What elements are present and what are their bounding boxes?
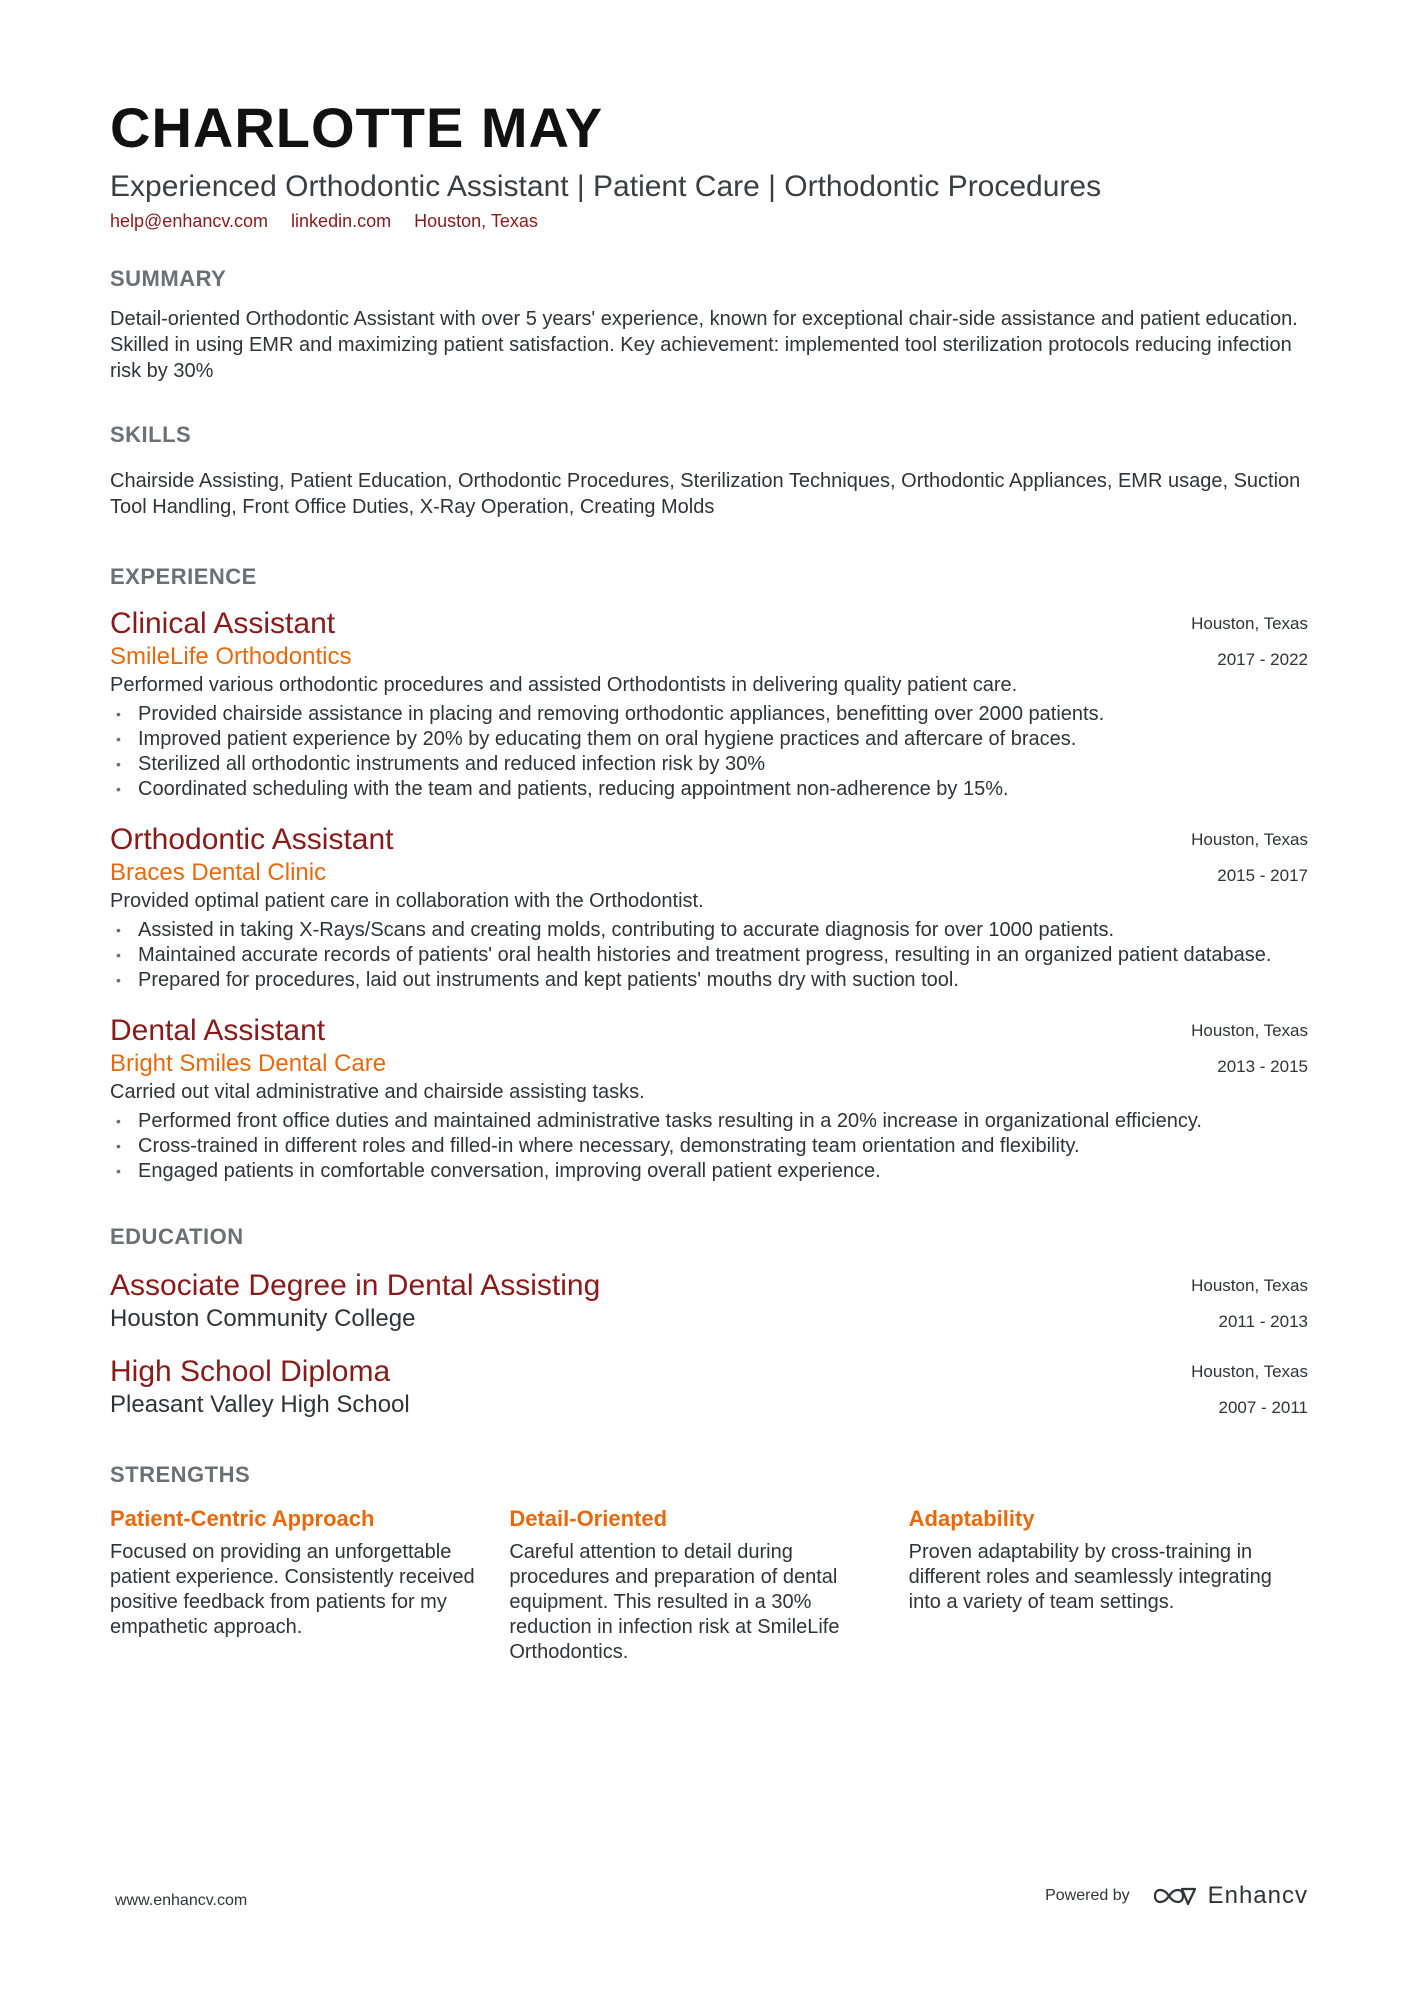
bullet-item: • Improved patient experience by 20% by educating them on oral hygiene practices and aftercare of braces. — [110, 727, 1308, 752]
entry-meta — [1191, 822, 1308, 894]
entry-location: Houston, Texas — [1191, 829, 1308, 849]
candidate-headline: Experienced Orthodontic Assistant | Patient Care | Orthodontic Procedures — [110, 170, 1102, 203]
entry-dates: 2017 - 2022 — [1217, 649, 1308, 669]
education-entry — [110, 1268, 1308, 1334]
entry-meta — [1191, 1013, 1308, 1085]
contact-info — [110, 211, 1308, 232]
bullet-item: • Cross-trained in different roles and filled-in where necessary, demonstrating team orientation and flexibility. — [110, 1134, 1308, 1159]
contact-linkedin[interactable]: linkedin.com — [291, 210, 392, 231]
skills-title: SKILLS — [110, 421, 192, 447]
footer-website[interactable]: www.enhancv.com — [115, 1892, 248, 1909]
entry-degree: Associate Degree in Dental Assisting — [110, 1268, 601, 1302]
bullet-item: • Coordinated scheduling with the team and patients, reducing appointment non-adherence by 15%. — [110, 777, 1308, 802]
experience-entry — [110, 606, 1308, 802]
enhancv-logo-icon — [1152, 1883, 1198, 1909]
bullet-item: • Prepared for procedures, laid out instruments and kept patients' mouths dry with suction tool. — [110, 968, 1308, 993]
entry-bullets — [110, 702, 1308, 802]
entry-role: Orthodontic Assistant — [110, 822, 394, 856]
entry-school: Houston Community College — [110, 1304, 416, 1332]
entry-role: Dental Assistant — [110, 1013, 326, 1047]
strengths-section — [110, 1462, 1308, 1665]
contact-email[interactable]: help@enhancv.com — [110, 210, 269, 231]
strength-item — [909, 1504, 1308, 1665]
entry-location: Houston, Texas — [1191, 1361, 1308, 1381]
footer-branding[interactable] — [1045, 1882, 1308, 1910]
entry-meta — [1191, 1354, 1308, 1426]
entry-company: Bright Smiles Dental Care — [110, 1049, 387, 1077]
entry-role: Clinical Assistant — [110, 606, 336, 640]
strength-title: Detail-Oriented — [509, 1505, 668, 1531]
skills-section — [110, 422, 1308, 520]
entry-meta — [1191, 606, 1308, 678]
bullet-item: • Engaged patients in comfortable conversation, improving overall patient experience. — [110, 1159, 1308, 1184]
experience-entry — [110, 1013, 1308, 1184]
entry-dates: 2007 - 2011 — [1218, 1397, 1308, 1417]
entry-company: SmileLife Orthodontics — [110, 642, 352, 670]
contact-location: Houston, Texas — [414, 210, 538, 231]
experience-entry — [110, 822, 1308, 993]
education-title: EDUCATION — [110, 1223, 244, 1249]
strengths-grid — [110, 1504, 1308, 1665]
entry-company: Braces Dental Clinic — [110, 858, 327, 886]
entry-description: Provided optimal patient care in collaboration with the Orthodontist. — [110, 889, 704, 912]
entry-meta — [1191, 1268, 1308, 1340]
experience-title: EXPERIENCE — [110, 563, 257, 589]
bullet-item: • Maintained accurate records of patients' oral health histories and treatment progress, resulting in an organized patient database. — [110, 943, 1308, 968]
strength-item — [110, 1504, 509, 1665]
education-section — [110, 1224, 1308, 1420]
bullet-item: • Provided chairside assistance in placing and removing orthodontic appliances, benefitting over 2000 patients. — [110, 702, 1308, 727]
resume-header — [110, 96, 1308, 232]
strength-text: Focused on providing an unforgettable patient experience. Consistently received positive feedback from patients for my empathetic approach. — [110, 1540, 475, 1638]
strength-item — [509, 1504, 908, 1665]
entry-description: Carried out vital administrative and chairside assisting tasks. — [110, 1080, 645, 1103]
experience-section — [110, 564, 1308, 1184]
education-entry — [110, 1354, 1308, 1420]
entry-degree: High School Diploma — [110, 1354, 391, 1388]
entry-bullets — [110, 918, 1308, 993]
entry-location: Houston, Texas — [1191, 613, 1308, 633]
summary-text: Detail-oriented Orthodontic Assistant with over 5 years' experience, known for exceptional chair-side assistance and patient education. Skilled in using EMR and maximizing patient satisfaction. Key achievement: implemented tool sterilization protocols reducing infection risk by 30% — [110, 307, 1298, 382]
summary-title: SUMMARY — [110, 265, 227, 291]
strength-title: Patient-Centric Approach — [110, 1505, 375, 1531]
strength-text: Proven adaptability by cross-training in different roles and seamlessly integrating into a variety of team settings. — [908, 1540, 1272, 1613]
entry-location: Houston, Texas — [1191, 1020, 1308, 1040]
entry-school: Pleasant Valley High School — [110, 1390, 410, 1418]
entry-dates: 2011 - 2013 — [1218, 1311, 1308, 1331]
strength-title: Adaptability — [908, 1505, 1035, 1531]
bullet-item: • Sterilized all orthodontic instruments and reduced infection risk by 30% — [110, 752, 1308, 777]
powered-by-label: Powered by — [1045, 1887, 1130, 1904]
strength-text: Careful attention to detail during procedures and preparation of dental equipment. This resulted in a 30% reduction in infection risk at SmileLife Orthodontics. — [509, 1540, 840, 1663]
entry-location: Houston, Texas — [1191, 1275, 1308, 1295]
entry-dates: 2013 - 2015 — [1217, 1056, 1308, 1076]
strengths-title: STRENGTHS — [110, 1461, 251, 1487]
skills-text: Chairside Assisting, Patient Education, Orthodontic Procedures, Sterilization Techniques, Orthodontic Appliances, EMR usage, Suction Tool Handling, Front Office Duties, X-Ray Operation, Creating Molds — [110, 469, 1301, 518]
brand-name: Enhancv — [1207, 1882, 1308, 1909]
candidate-name: CHARLOTTE MAY — [110, 96, 604, 159]
resume-page — [110, 96, 1308, 1665]
entry-dates: 2015 - 2017 — [1217, 865, 1308, 885]
bullet-item: • Performed front office duties and maintained administrative tasks resulting in a 20% increase in organizational efficiency. — [110, 1109, 1308, 1134]
summary-section — [110, 266, 1308, 384]
entry-description: Performed various orthodontic procedures and assisted Orthodontists in delivering quality patient care. — [110, 673, 1018, 696]
bullet-item: • Assisted in taking X-Rays/Scans and creating molds, contributing to accurate diagnosis for over 1000 patients. — [110, 918, 1308, 943]
entry-bullets — [110, 1109, 1308, 1184]
